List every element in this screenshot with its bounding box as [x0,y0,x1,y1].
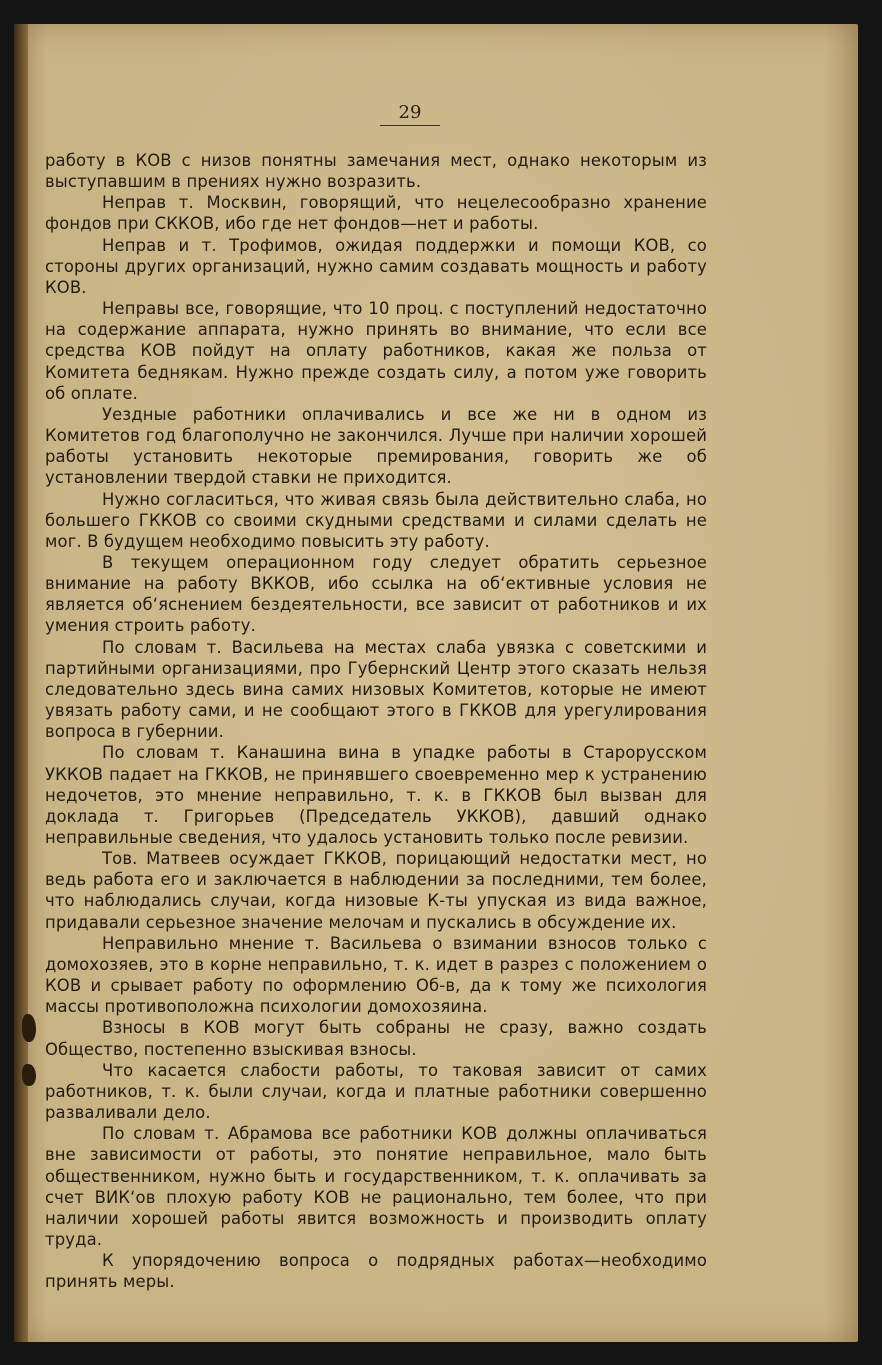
paragraph: По словам т. Канашина вина в упадке работы в Старорусском УККОВ падает на ГККОВ, не принявшего своевременно мер к устранению недочетов, это мнение неправильно, т. к. в ГККОВ был вызван для доклада т. Григорьев (Председатель УККОВ), давший однако неправильные сведения, что удалось установить только после ревизии. [45,743,707,847]
page-number: 29 [380,102,440,126]
paragraph: Нужно согласиться, что живая связь была действительно слаба, но большего ГККОВ со своими скудными средствами и силами сделать не мог. В будущем необходимо повысить эту работу. [45,489,707,551]
paragraph: работу в КОВ с низов понятны замечания мест, однако некоторым из выступавшим в прениях нужно возразить. [45,151,707,192]
book-spine-shadow [14,24,28,1342]
paragraph: К упорядочению вопроса о подрядных работах—необходимо принять меры. [45,1251,707,1292]
page-edge-damage [22,1014,36,1042]
paragraph: В текущем операционном году следует обратить серьезное внимание на работу ВККОВ, ибо ссылка на об‘ективные условия не является об‘яснением бездеятельности, все зависит от работников и их умения строить работу. [45,552,707,636]
paragraph: Тов. Матвеев осуждает ГККОВ, порицающий недостатки мест, но ведь работа его и заключается в наблюдении за последними, тем более, что наблюдались случаи, когда низовые К-ты упуская из вида важное, придавали серьезное значение мелочам и пускались в обсуждение их. [45,849,707,932]
paragraph: Что касается слабости работы, то таковая зависит от самих работников, т. к. были случаи, когда и платные работники совершенно разваливали дело. [45,1060,707,1123]
body-text [45,150,707,1292]
paragraph: По словам т. Васильева на местах слаба увязка с советскими и партийными организациями, про Губернский Центр этого сказать нельзя следовательно здесь вина самих низовых Комитетов, которые не имеют увязать работу сами, и не сообщают этого в ГККОВ для урегулирования вопроса в губернии. [45,637,707,742]
paragraph: Неправы все, говорящие, что 10 проц. с поступлений недостаточно на содержание аппарата, нужно принять во внимание, что если все средства КОВ пойдут на оплату работников, какая же польза от Комитета беднякам. Нужно прежде создать силу, а потом уже говорить об оплате. [45,299,707,403]
paragraph: Неправильно мнение т. Васильева о взимании взносов только с домохозяев, это в корне неправильно, т. к. идет в разрез с положением о КОВ и срывает работу по оформлению Об-в, да к тому же психология массы противоположна психологии домохозяина. [45,933,707,1017]
paragraph: Взносы в КОВ могут быть собраны не сразу, важно создать Общество, постепенно взыскивая взносы. [45,1018,707,1059]
paragraph: Уездные работники оплачивались и все же ни в одном из Комитетов год благополучно не закончился. Лучше при наличии хорошей работы установить некоторые премирования, говорить же об установлении твердой ставки не приходится. [45,404,707,488]
paragraph: По словам т. Абрамова все работники КОВ должны оплачиваться вне зависимости от работы, это понятие неправильное, мало быть общественником, нужно быть и государственником, т. к. оплачивать за счет ВИК‘ов плохую работу КОВ не рационально, тем более, что при наличии хорошей работы явится возможность и производить оплату труда. [45,1124,707,1249]
page-edge-damage [22,1064,36,1086]
paragraph: Неправ и т. Трофимов, ожидая поддержки и помощи КОВ, со стороны других организаций, нужно самим создавать мощность и работу КОВ. [45,235,707,297]
paragraph: Неправ т. Москвин, говорящий, что нецелесообразно хранение фондов при СККОВ, ибо где нет фондов—нет и работы. [45,193,707,234]
